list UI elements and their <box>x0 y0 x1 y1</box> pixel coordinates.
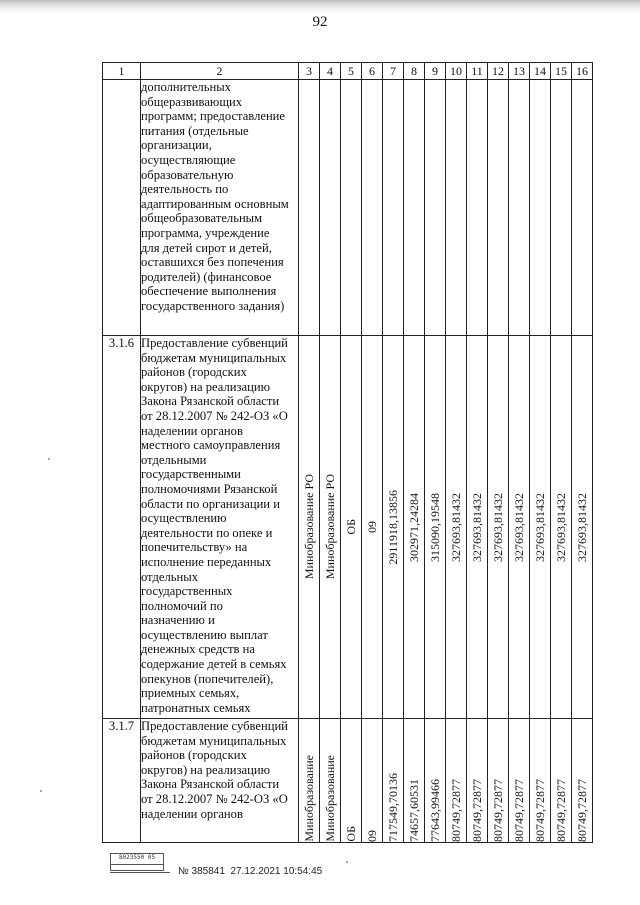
table-row <box>103 336 593 719</box>
funding-value-cell <box>425 80 446 336</box>
funding-value: 74657,60531 <box>406 779 421 842</box>
description-line: бюджетам муниципальных <box>141 733 287 748</box>
description-line: государственных <box>141 584 233 599</box>
funding-value-cell <box>404 719 425 843</box>
description-line: осуществлению выплат <box>141 627 268 642</box>
funding-value: 77643,99466 <box>427 779 442 842</box>
funding-value-cell <box>383 336 404 719</box>
funding-value: 327693,81432 <box>532 492 547 562</box>
description-line: оставшихся без попечения <box>141 255 284 270</box>
budget-source-cell <box>341 80 362 336</box>
column-header-6: 6 <box>362 63 383 80</box>
responsible-executor-text: Минобразование РО <box>301 474 316 580</box>
column-header-1: 1 <box>103 63 141 80</box>
department-code-cell <box>362 336 383 719</box>
budget-source-cell <box>341 336 362 719</box>
description-line: адаптированным основным <box>141 196 289 211</box>
funding-value: 80749,72877 <box>532 779 547 842</box>
description-line: деятельность по <box>141 182 229 197</box>
description-line: деятельности по опеке и <box>141 525 273 540</box>
table-row <box>103 719 593 843</box>
description-line: организации, <box>141 138 212 153</box>
column-header-4: 4 <box>320 63 341 80</box>
stamp-barcode-line <box>111 864 163 868</box>
description-line: от 28.12.2007 № 242-ОЗ «О <box>141 408 288 423</box>
description-line: общеобразовательным <box>141 211 263 226</box>
funding-value-cell <box>425 336 446 719</box>
description-line: образовательную <box>141 167 234 182</box>
responsible-executor-text: Минобразование <box>301 755 316 842</box>
description-line: содержание детей в семьях <box>141 657 287 672</box>
funding-value-cell <box>488 80 509 336</box>
scan-speck <box>346 861 348 863</box>
column-header-13: 13 <box>509 63 530 80</box>
description-line: Предоставление субвенций <box>141 336 288 350</box>
description-line: отдельных <box>141 569 198 584</box>
funding-value-cell <box>551 80 572 336</box>
funding-value: 327693,81432 <box>574 492 589 562</box>
description-line: от 28.12.2007 № 242-ОЗ «О <box>141 791 288 806</box>
doc-number: № 385841 <box>178 866 225 877</box>
description-line: для детей сирот и детей, <box>141 240 272 255</box>
funding-value: 80749,72877 <box>490 779 505 842</box>
stamp-text: 8023550 05 <box>118 854 156 861</box>
barcode-stamp <box>110 853 164 871</box>
column-header-14: 14 <box>530 63 551 80</box>
description-line: денежных средств на <box>141 642 255 657</box>
description-line: местного самоуправления <box>141 438 281 453</box>
column-header-16: 16 <box>572 63 593 80</box>
description-line: Закона Рязанской области <box>141 394 280 409</box>
funding-value: 327693,81432 <box>553 492 568 562</box>
funding-value-cell <box>509 719 530 843</box>
description-line: патронатных семьях <box>141 700 251 715</box>
funding-value: 315090,19548 <box>427 492 442 562</box>
description-line: попечительству» на <box>141 540 248 555</box>
funding-value-cell <box>488 336 509 719</box>
column-header-2: 2 <box>141 63 299 80</box>
funding-value-cell <box>446 336 467 719</box>
funding-value-cell <box>383 719 404 843</box>
description-line: осуществляющие <box>141 152 236 167</box>
row-description <box>141 80 299 336</box>
funding-value-cell <box>404 80 425 336</box>
column-header-7: 7 <box>383 63 404 80</box>
description-line: приемных семьях, <box>141 686 240 701</box>
funding-value: 302971,24284 <box>406 492 421 562</box>
description-line: бюджетам муниципальных <box>141 350 287 365</box>
column-header-3: 3 <box>299 63 320 80</box>
funding-value: 80749,72877 <box>469 779 484 842</box>
funding-value: 80749,72877 <box>511 779 526 842</box>
description-line: дополнительных <box>141 80 231 94</box>
row-number: 3.1.7 <box>103 719 141 843</box>
department-code-cell <box>362 719 383 843</box>
funding-value-cell <box>530 80 551 336</box>
funding-value-cell <box>551 719 572 843</box>
description-line: полномочиями Рязанской <box>141 481 278 496</box>
table-row <box>103 80 593 336</box>
document-footer <box>178 866 322 877</box>
funding-value-cell <box>467 719 488 843</box>
description-line: округов) на реализацию <box>141 762 270 777</box>
funding-value: 80749,72877 <box>448 779 463 842</box>
description-line: отдельными <box>141 452 207 467</box>
co-executor-cell <box>320 80 341 336</box>
row-description <box>141 336 299 719</box>
column-header-12: 12 <box>488 63 509 80</box>
description-line: питания (отдельные <box>141 123 249 138</box>
description-line: районов (городских <box>141 748 247 763</box>
funding-value-cell <box>467 336 488 719</box>
description-line: государственными <box>141 467 241 482</box>
responsible-executor-cell <box>299 80 320 336</box>
column-header-15: 15 <box>551 63 572 80</box>
budget-source-text: ОБ <box>343 826 358 842</box>
description-line: Закона Рязанской области <box>141 777 280 792</box>
description-line: районов (городских <box>141 365 247 380</box>
description-line: наделении органов <box>141 806 243 821</box>
description-line: общеразвивающих <box>141 94 243 109</box>
column-header-8: 8 <box>404 63 425 80</box>
department-code-text: 09 <box>364 521 379 533</box>
row-number: 3.1.6 <box>103 336 141 719</box>
funding-value-cell <box>572 336 593 719</box>
description-line: родителей) (финансовое <box>141 269 272 284</box>
funding-value: 2911918,13856 <box>385 489 400 565</box>
funding-value-cell <box>551 336 572 719</box>
responsible-executor-cell <box>299 336 320 719</box>
description-line: осуществлению <box>141 511 227 526</box>
program-table <box>102 62 593 843</box>
column-header-9: 9 <box>425 63 446 80</box>
row-description <box>141 719 299 843</box>
column-header-5: 5 <box>341 63 362 80</box>
description-line: исполнение переданных <box>141 554 272 569</box>
description-line: полномочий по <box>141 598 223 613</box>
funding-value: 80749,72877 <box>553 779 568 842</box>
funding-value-cell <box>572 719 593 843</box>
description-line: Предоставление субвенций <box>141 719 288 733</box>
funding-value: 327693,81432 <box>511 492 526 562</box>
funding-value: 327693,81432 <box>469 492 484 562</box>
budget-source-cell <box>341 719 362 843</box>
description-line: области по организации и <box>141 496 280 511</box>
budget-source-text: ОБ <box>343 519 358 535</box>
co-executor-cell <box>320 336 341 719</box>
funding-value-cell <box>383 80 404 336</box>
responsible-executor-cell <box>299 719 320 843</box>
funding-value-cell <box>425 719 446 843</box>
description-line: государственного задания) <box>141 298 285 313</box>
funding-value-cell <box>446 80 467 336</box>
funding-value-cell <box>509 80 530 336</box>
funding-value-cell <box>509 336 530 719</box>
scan-speck <box>40 790 42 792</box>
description-line: опекунов (попечителей), <box>141 671 274 686</box>
department-code-cell <box>362 80 383 336</box>
funding-value: 327693,81432 <box>448 492 463 562</box>
row-number <box>103 80 141 336</box>
description-line: назначению и <box>141 613 215 628</box>
funding-value-cell <box>404 336 425 719</box>
scan-speck <box>48 458 50 460</box>
funding-value-cell <box>530 336 551 719</box>
funding-value-cell <box>488 719 509 843</box>
description-line: обеспечение выполнения <box>141 284 277 299</box>
funding-value-cell <box>467 80 488 336</box>
funding-value: 327693,81432 <box>490 492 505 562</box>
co-executor-cell <box>320 719 341 843</box>
funding-value-cell <box>572 80 593 336</box>
funding-value-cell <box>446 719 467 843</box>
department-code-text: 09 <box>364 830 379 842</box>
description-line: наделении органов <box>141 423 243 438</box>
stamp-caption-line <box>110 872 170 876</box>
column-header-10: 10 <box>446 63 467 80</box>
description-line: программа, учреждение <box>141 225 270 240</box>
funding-value: 717549,70136 <box>385 773 400 842</box>
column-header-11: 11 <box>467 63 488 80</box>
page-number: 92 <box>312 14 328 30</box>
co-executor-text: Минобразование РО <box>322 474 337 580</box>
doc-timestamp: 27.12.2021 10:54:45 <box>230 866 323 877</box>
description-line: программ; предоставление <box>141 109 286 124</box>
funding-value: 80749,72877 <box>574 779 589 842</box>
column-number-header <box>103 63 593 80</box>
description-line: округов) на реализацию <box>141 379 270 394</box>
co-executor-text: Минобразование <box>322 755 337 842</box>
funding-value-cell <box>530 719 551 843</box>
